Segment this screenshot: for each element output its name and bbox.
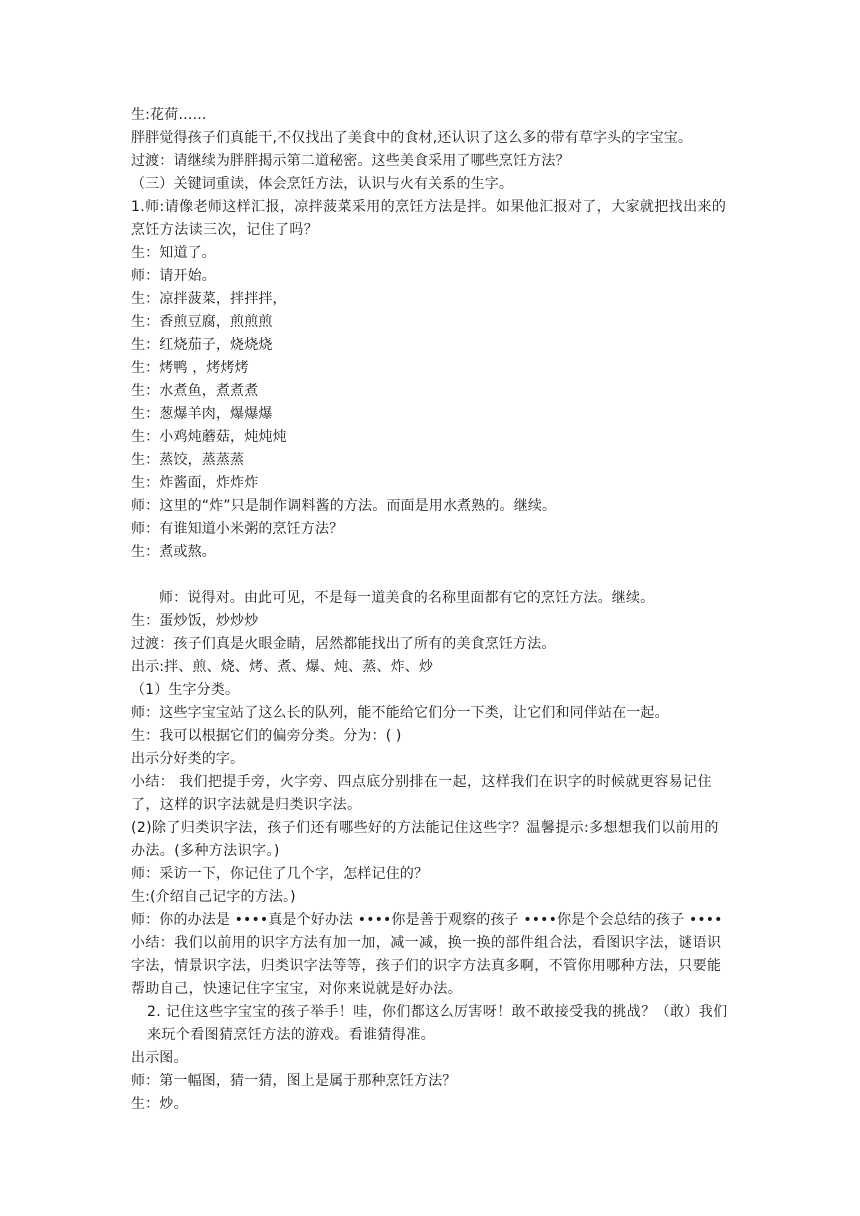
- text-line: 过渡：孩子们真是火眼金睛，居然都能找出了所有的美食烹饪方法。: [131, 636, 556, 652]
- text-line: 生：我可以根据它们的偏旁分类。分为：( ): [131, 728, 402, 744]
- text-paragraph: 2. 记住这些字宝宝的孩子举手！哇，你们都这么厉害呀！敢不敢接受我的挑战？（敢）我们来玩个看图猜烹饪方法的游戏。看谁猜得准。: [147, 1004, 728, 1043]
- text-line: 生：小鸡炖蘑菇，炖炖炖: [131, 429, 287, 445]
- text-line: 生：知道了。: [131, 245, 216, 261]
- text-line: 生:(介绍自己记字的方法。): [131, 889, 296, 905]
- text-line: 师：说得对。由此可见，不是每一道美食的名称里面都有它的烹饪方法。继续。: [159, 590, 655, 606]
- text-line: 师：请开始。: [131, 268, 216, 284]
- text-line: 师：这里的“炸”只是制作调料酱的方法。而面是用水煮熟的。继续。: [131, 498, 557, 514]
- text-line: 胖胖觉得孩子们真能干,不仅找出了美食中的食材,还认识了这么多的带有草字头的字宝宝。: [131, 130, 693, 146]
- text-line: 出示图。: [131, 1050, 188, 1066]
- text-line: 师：有谁知道小米粥的烹饪方法？: [131, 521, 344, 537]
- text-line: 生：红烧茄子，烧烧烧: [131, 337, 273, 353]
- text-line: 生：煮或熬。: [131, 544, 216, 560]
- text-line: 生：水煮鱼，煮煮煮: [131, 383, 259, 399]
- text-paragraph: 小结： 我们把提手旁，火字旁、四点底分别排在一起，这样我们在识字的时候就更容易记住了，这样的识字法就是归类识字法。: [131, 774, 712, 813]
- text-line: 生：蛋炒饭，炒炒炒: [131, 613, 259, 629]
- blank-line: [131, 564, 731, 587]
- document-body: [131, 104, 731, 1116]
- text-line: 过渡：请继续为胖胖揭示第二道秘密。这些美食采用了哪些烹饪方法？: [131, 153, 570, 169]
- text-line: 生：凉拌菠菜，拌拌拌，: [131, 291, 287, 307]
- text-line: 师：第一幅图，猜一猜，图上是属于那种烹饪方法？: [131, 1073, 457, 1089]
- text-line: 生:花荷……: [131, 107, 207, 123]
- text-line: 师：采访一下，你记住了几个字，怎样记住的？: [131, 866, 429, 882]
- text-line: 生：葱爆羊肉，爆爆爆: [131, 406, 273, 422]
- text-line: 出示分好类的字。: [131, 751, 245, 767]
- text-line: 生：烤鸭 ，烤烤烤: [131, 360, 249, 376]
- text-line: 出示:拌、煎、烧、烤、煮、爆、炖、蒸、炸、炒: [131, 659, 434, 675]
- text-line: 生：蒸饺，蒸蒸蒸: [131, 452, 245, 468]
- text-paragraph: 1.师:请像老师这样汇报，凉拌菠菜采用的烹饪方法是拌。如果他汇报对了，大家就把找出来的烹饪方法读三次，记住了吗？: [131, 199, 727, 238]
- text-line: 师：你的办法是 ••••真是个好办法 ••••你是善于观察的孩子 ••••你是个会总结的孩子 ••••: [131, 912, 723, 928]
- text-paragraph: (2)除了归类识字法，孩子们还有哪些好的方法能记住这些字？温馨提示:多想想我们以前用的办法。(多种方法识字。): [131, 820, 719, 859]
- text-line: 生：香煎豆腐，煎煎煎: [131, 314, 273, 330]
- text-line: 生：炸酱面，炸炸炸: [131, 475, 259, 491]
- text-paragraph: 小结：我们以前用的识字方法有加一加，减一减，换一换的部件组合法，看图识字法，谜语识字法，情景识字法，归类识字法等等，孩子们的识字方法真多啊，不管你用哪种方法，只要能帮助自己，快速记住字宝宝，对你来说就是好办法。: [131, 935, 722, 997]
- text-line: 师：这些字宝宝站了这么长的队列，能不能给它们分一下类，让它们和同伴站在一起。: [131, 705, 669, 721]
- text-line: （1）生字分类。: [131, 682, 240, 698]
- section-heading: （三）关键词重读，体会烹饪方法，认识与火有关系的生字。: [131, 176, 514, 192]
- text-line: 生：炒。: [131, 1096, 188, 1112]
